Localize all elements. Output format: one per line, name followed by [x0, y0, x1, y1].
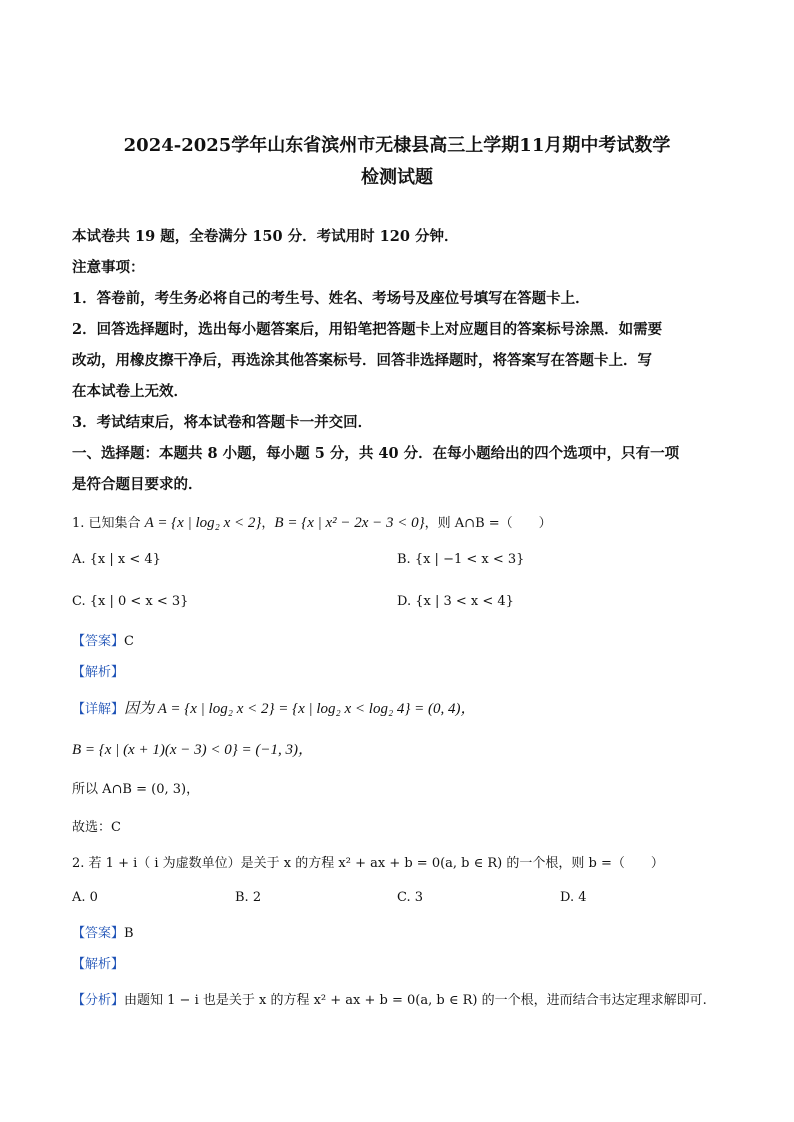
- notice-item-2-line1: 2．回答选择题时，选出每小题答案后，用铅笔把答题卡上对应题目的答案标号涂黑．如需要: [72, 321, 663, 338]
- q1-option-b: B. {x | −1 < x < 3}: [397, 552, 525, 567]
- section1-heading-line1: 一、选择题：本题共 8 小题，每小题 5 分，共 40 分．在每小题给出的四个选项中，只有一项: [72, 445, 680, 462]
- q2-analysis-tag: 【解析】: [72, 957, 125, 972]
- q1-detail-line2: B = {x | (x + 1)(x − 3) < 0} = (−1, 3)，: [72, 742, 313, 758]
- q1-answer-value: C: [124, 634, 134, 649]
- q2-answer: [72, 922, 722, 941]
- notice-item-2-line3: 在本试卷上无效．: [72, 383, 188, 400]
- q2-fenxi-text: 由题知 1 − i 也是关于 x 的方程 x² + ax + b = 0(a, b ∈ R) 的一个根，进而结合韦达定理求解即可.: [124, 993, 707, 1008]
- q2-option-c: C. 3: [397, 890, 424, 905]
- q1-separator: ，: [261, 516, 275, 531]
- intro-text: 本试卷共 19 题，全卷满分 150 分．考试用时 120 分钟．: [72, 228, 459, 245]
- q2-answer-value: B: [124, 926, 134, 941]
- section1-heading-line2: 是符合题目要求的．: [72, 476, 203, 493]
- q2-fenxi-line: [72, 989, 722, 1008]
- q1-set-a: A = {x | log₂ x < 2}: [144, 515, 262, 531]
- q1-option-d: D. {x | 3 < x < 4}: [397, 594, 514, 609]
- q1-detail-tag: 【详解】: [72, 702, 125, 717]
- q2-stem: 2. 若 1 + i（ i 为虚数单位）是关于 x 的方程 x² + ax + b = 0(a, b ∈ R) 的一个根，则 b =（ ）: [72, 856, 664, 871]
- q1-detail-text1: 因为 A = {x | log₂ x < 2} = {x | log₂ x < log₂ 4} = (0, 4)，: [124, 701, 476, 717]
- q1-set-b: B = {x | x² − 2x − 3 < 0}: [274, 515, 425, 531]
- q1-detail-line1: [72, 697, 722, 718]
- q2-option-d: D. 4: [560, 890, 587, 905]
- q1-stem-prefix: 1. 已知集合: [72, 516, 145, 531]
- doc-title-line1: 2024-2025学年山东省滨州市无棣县高三上学期11月期中考试数学: [123, 135, 671, 156]
- q2-answer-tag: 【答案】: [72, 926, 125, 941]
- q2-fenxi-tag: 【分析】: [72, 993, 125, 1008]
- notice-heading: 注意事项：: [72, 259, 145, 276]
- notice-item-1: 1．答卷前，考生务必将自己的考生号、姓名、考场号及座位号填写在答题卡上．: [72, 290, 590, 307]
- doc-title-line2: 检测试题: [361, 167, 433, 188]
- q2-option-b: B. 2: [235, 890, 262, 905]
- q1-stem-suffix: ，则 A∩B =（ ）: [424, 516, 552, 531]
- q1-option-c: C. {x | 0 < x < 3}: [72, 594, 189, 609]
- notice-item-3: 3．考试结束后，将本试卷和答题卡一并交回．: [72, 414, 373, 431]
- q1-stem: [72, 512, 722, 532]
- q1-analysis-tag: 【解析】: [72, 665, 125, 680]
- q2-option-a: A. 0: [72, 890, 98, 905]
- q1-detail-line3: 所以 A∩B = (0, 3)，: [72, 782, 200, 797]
- q1-option-a: A. {x | x < 4}: [72, 552, 161, 567]
- q1-answer: [72, 630, 722, 649]
- q1-answer-tag: 【答案】: [72, 634, 125, 649]
- q1-detail-line4: 故选：C: [72, 820, 121, 835]
- notice-item-2-line2: 改动，用橡皮擦干净后，再选涂其他答案标号．回答非选择题时，将答案写在答题卡上．写: [72, 352, 652, 369]
